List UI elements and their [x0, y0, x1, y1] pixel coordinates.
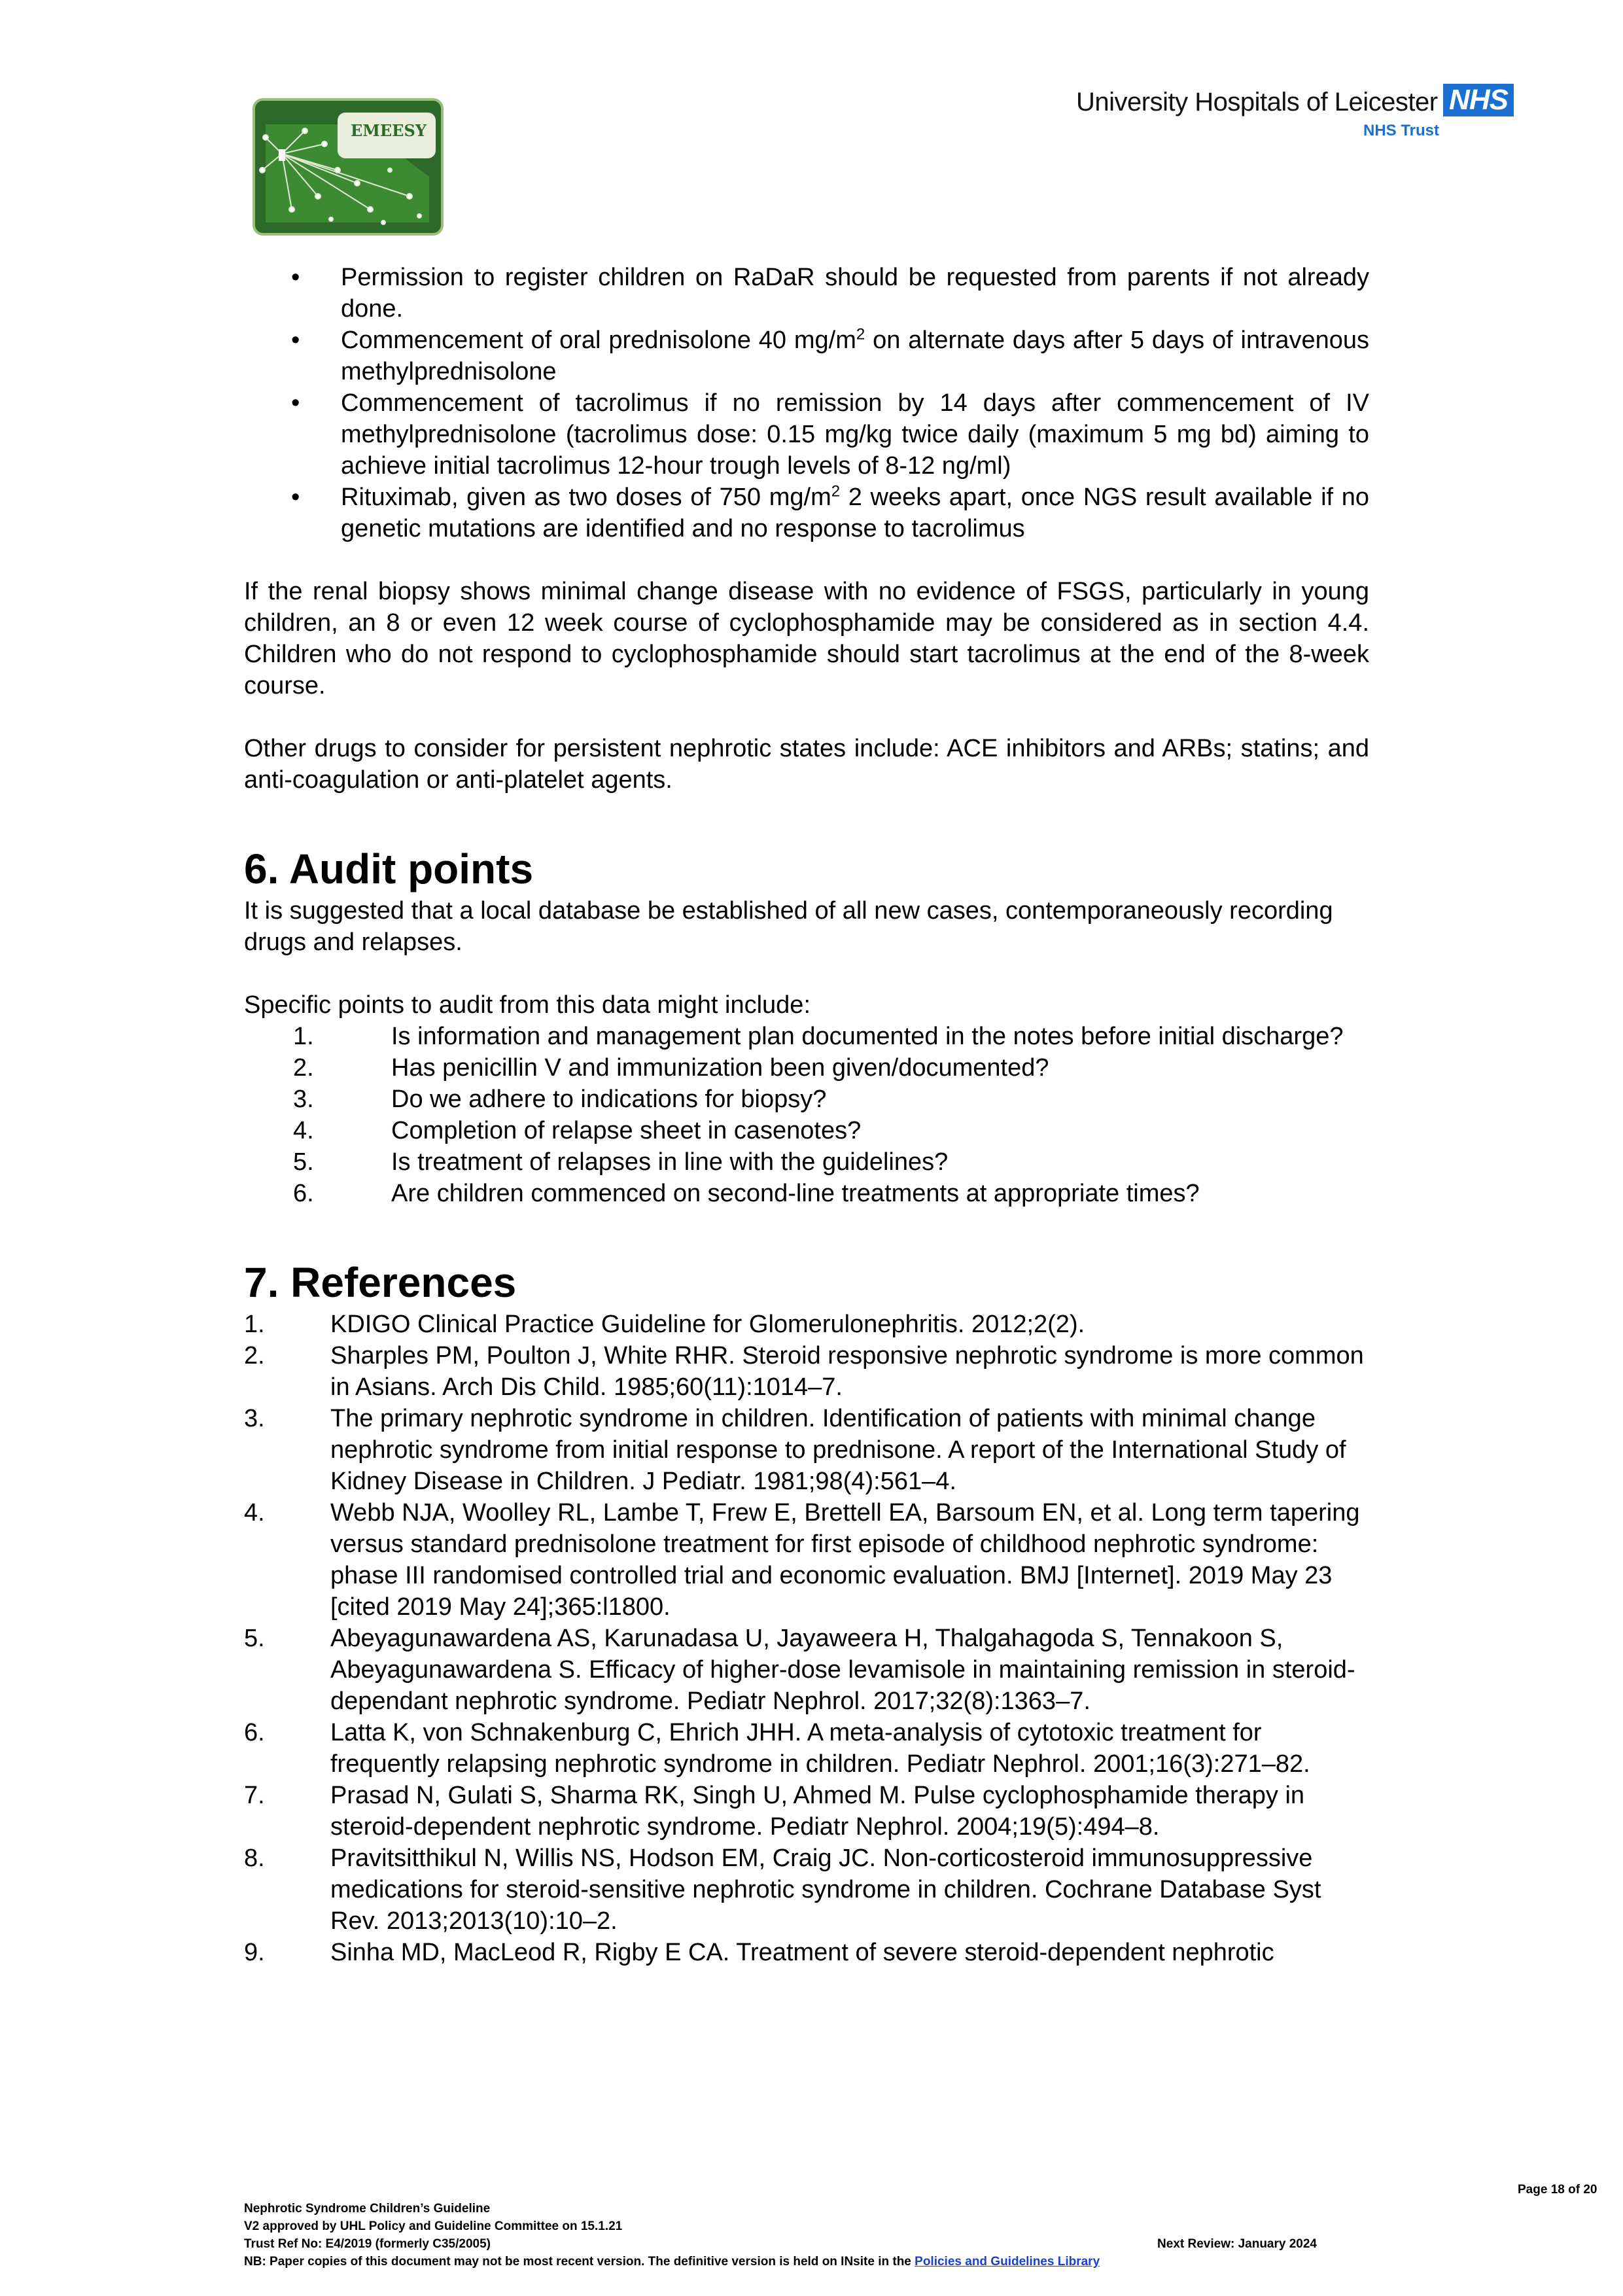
list-item [244, 1178, 1369, 1209]
list-text: Has penicillin V and immunization been given/documented? [391, 1054, 1049, 1082]
bullet-text: 2 weeks apart, once NGS result available if no genetic mutations are identified and no response to tacrolimus [341, 484, 1369, 542]
reference-number: 2. [244, 1342, 265, 1369]
bullet-text: Rituximab, given as two doses of 750 mg/m [341, 484, 831, 511]
reference-number: 8. [244, 1845, 265, 1872]
reference-text: Sharples PM, Poulton J, White RHR. Steroid responsive nephrotic syndrome is more common in Asians. Arch Dis Child. 1985;60(11):1014–7. [330, 1342, 1364, 1401]
footer [244, 2200, 1461, 2270]
list-number: 5. [293, 1148, 314, 1176]
footer-trust-ref: Trust Ref No: E4/2019 (formerly C35/2005) [244, 2237, 491, 2251]
references-list [244, 1309, 1369, 1968]
audit-specific: Specific points to audit from this data might include: [244, 991, 811, 1019]
reference-text: Sinha MD, MacLeod R, Rigby E CA. Treatment of severe steroid-dependent nephrotic [330, 1939, 1274, 1966]
list-text: Do we adhere to indications for biopsy? [391, 1086, 827, 1113]
reference-number: 5. [244, 1625, 265, 1652]
logo-text: EMEESY [351, 121, 427, 140]
list-text: Completion of relapse sheet in casenotes? [391, 1117, 862, 1144]
reference-item [244, 1309, 1369, 1340]
paragraph-other-drugs: Other drugs to consider for persistent nephrotic states include: ACE inhibitors and ARBs; statins; and anti-coagulation or anti-platelet agents. [244, 735, 1369, 794]
audit-heading: 6. Audit points [244, 845, 534, 892]
reference-number: 7. [244, 1782, 265, 1809]
nhs-badge: NHS [1443, 84, 1514, 116]
reference-number: 3. [244, 1405, 265, 1432]
list-item [244, 1146, 1369, 1178]
bullet-dot: • [291, 389, 300, 417]
bullet-text: Commencement of oral prednisolone 40 mg/m [341, 327, 856, 354]
reference-text: Latta K, von Schnakenburg C, Ehrich JHH. A meta-analysis of cytotoxic treatment for frequently relapsing nephrotic syndrome in children. Pediatr Nephrol. 2001;16(3):271–82. [330, 1719, 1310, 1778]
reference-item [244, 1623, 1369, 1717]
footer-nb [244, 2253, 1461, 2270]
list-text: Are children commenced on second-line treatments at appropriate times? [391, 1180, 1200, 1207]
reference-item [244, 1717, 1369, 1780]
footer-ref-row [244, 2235, 1461, 2253]
list-text: Is information and management plan documented in the notes before initial discharge? [391, 1023, 1344, 1050]
reference-text: Abeyagunawardena AS, Karunadasa U, Jayaweera H, Thalgahagoda S, Tennakoon S, Abeyagunawardena S. Efficacy of higher-dose levamisole in maintaining remission in steroid-dependant nephrotic syndrome. Pediatr Nephrol. 2017;32(8):1363–7. [330, 1625, 1355, 1715]
superscript: 2 [831, 482, 841, 501]
reference-text: KDIGO Clinical Practice Guideline for Glomerulonephritis. 2012;2(2). [330, 1311, 1085, 1338]
bullet-dot: • [291, 264, 300, 291]
paragraph-biopsy: If the renal biopsy shows minimal change disease with no evidence of FSGS, particularly in young children, an 8 or even 12 week course of cyclophosphamide may be considered as in section 4.4. Children who do not respond to cyclophosphamide should start tacrolimus at the end of the 8-week course. [244, 578, 1369, 699]
trust-name: University Hospitals of Leicester [1076, 88, 1438, 116]
list-number: 2. [293, 1054, 314, 1082]
page-number: Page 18 of 20 [1518, 2183, 1597, 2197]
list-item [244, 1115, 1369, 1146]
audit-intro: It is suggested that a local database be established of all new cases, contemporaneously recording drugs and relapses. [244, 897, 1333, 956]
document-body [244, 262, 1369, 1968]
list-number: 6. [293, 1180, 314, 1207]
footer-approval: V2 approved by UHL Policy and Guideline Committee on 15.1.21 [244, 2219, 623, 2233]
bullet-item [244, 387, 1369, 482]
footer-next-review: Next Review: January 2024 [1157, 2237, 1317, 2251]
references-heading: 7. References [244, 1259, 517, 1306]
bullet-text: Permission to register children on RaDaR should be requested from parents if not already done. [341, 264, 1369, 323]
bullet-text: on alternate days after 5 days of intravenous methylprednisolone [341, 327, 1369, 385]
bullet-dot: • [291, 327, 300, 354]
policies-library-link[interactable]: Policies and Guidelines Library [915, 2255, 1100, 2269]
nhs-trust-label: NHS Trust [1363, 122, 1439, 139]
reference-item [244, 1340, 1369, 1403]
list-number: 4. [293, 1117, 314, 1144]
footer-title: Nephrotic Syndrome Children’s Guideline [244, 2202, 491, 2216]
reference-text: Webb NJA, Woolley RL, Lambe T, Frew E, Brettell EA, Barsoum EN, et al. Long term tapering versus standard prednisolone treatment for first episode of childhood nephrotic syndrome: phase III randomised controlled trial and economic evaluation. BMJ [Internet]. 2019 May 23 [cited 2019 May 24];365:l1800. [330, 1499, 1360, 1621]
reference-item [244, 1937, 1369, 1968]
reference-number: 6. [244, 1719, 265, 1746]
reference-text: Prasad N, Gulati S, Sharma RK, Singh U, Ahmed M. Pulse cyclophosphamide therapy in steroid-dependent nephrotic syndrome. Pediatr Nephrol. 2004;19(5):494–8. [330, 1782, 1305, 1841]
bullet-item [244, 262, 1369, 325]
reference-item [244, 1780, 1369, 1843]
bullet-item [244, 325, 1369, 387]
treatment-bullet-list [244, 262, 1369, 544]
list-item [244, 1084, 1369, 1115]
reference-text: Pravitsitthikul N, Willis NS, Hodson EM, Craig JC. Non-corticosteroid immunosuppressive medications for steroid-sensitive nephrotic syndrome in children. Cochrane Database Syst Rev. 2013;2013(10):10–2. [330, 1845, 1321, 1935]
superscript: 2 [856, 325, 865, 344]
bullet-item [244, 482, 1369, 544]
emeesy-logo [253, 98, 444, 236]
reference-number: 9. [244, 1939, 265, 1966]
list-item [244, 1052, 1369, 1084]
reference-item [244, 1843, 1369, 1937]
audit-list [244, 1021, 1369, 1209]
bullet-text: Commencement of tacrolimus if no remission by 14 days after commencement of IV methylprednisolone (tacrolimus dose: 0.15 mg/kg twice daily (maximum 5 mg bd) aiming to achieve initial tacrolimus 12-hour trough levels of 8-12 ng/ml) [341, 389, 1369, 480]
reference-number: 4. [244, 1499, 265, 1527]
list-number: 1. [293, 1023, 314, 1050]
reference-number: 1. [244, 1311, 265, 1338]
reference-item [244, 1403, 1369, 1497]
bullet-dot: • [291, 484, 300, 511]
footer-nb-text: NB: Paper copies of this document may not be most recent version. The definitive version is held on INsite in the [244, 2255, 915, 2269]
list-item [244, 1021, 1369, 1052]
list-text: Is treatment of relapses in line with the guidelines? [391, 1148, 949, 1176]
reference-item [244, 1497, 1369, 1623]
reference-text: The primary nephrotic syndrome in children. Identification of patients with minimal change nephrotic syndrome from initial response to prednisone. A report of the International Study of Kidney Disease in Children. J Pediatr. 1981;98(4):561–4. [330, 1405, 1346, 1495]
list-number: 3. [293, 1086, 314, 1113]
